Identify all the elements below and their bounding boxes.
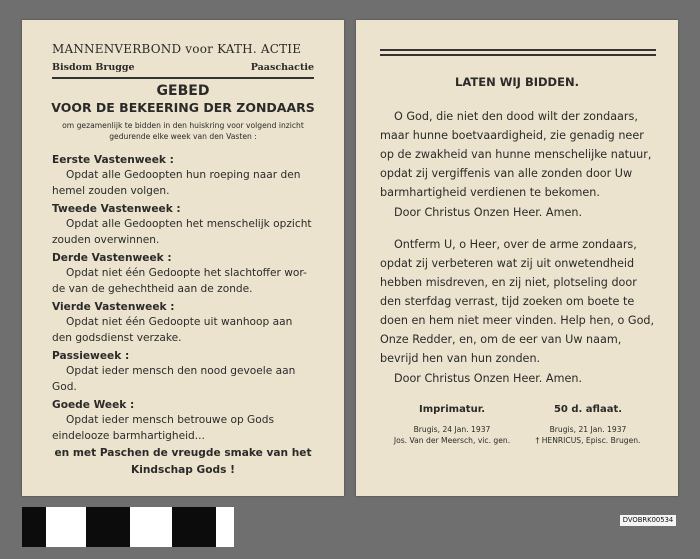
imprimatur-date: Brugis, 24 Jan. 1937 (413, 425, 491, 434)
prayer-line: den sterfdag verrast, tijd zoeken om boete te (380, 295, 635, 308)
week-heading: Vierde Vastenweek : (52, 301, 175, 313)
amen-line-1: Door Christus Onzen Heer. Amen. (394, 206, 583, 219)
intro-line-2: gedurende elke week van den Vasten : (109, 132, 257, 141)
aflaat-date: Brugis, 21 Jan. 1937 (549, 425, 627, 434)
prayer-line: bevrijd hen van hun zonden. (380, 352, 541, 365)
week-intention-line: eindelooze barmhartigheid... (52, 430, 205, 442)
closing-line-1: en met Paschen de vreugde smake van het (54, 447, 312, 459)
week-intention-line: God. (52, 381, 77, 393)
prayer-line: Onze Redder, en, om de eer van Uw naam, (380, 333, 622, 346)
closing-line-2: Kindschap Gods ! (131, 464, 235, 476)
aflaat-heading: 50 d. aflaat. (553, 404, 623, 415)
strip-block-black (22, 507, 46, 547)
archive-label: DVOBRK00534 (620, 515, 676, 526)
top-rule-2 (380, 54, 656, 56)
strip-block-white (216, 507, 234, 547)
week-intention-line: zouden overwinnen. (52, 234, 160, 246)
left-card-page (22, 20, 344, 496)
org-name: MANNENVERBOND voor KATH. ACTIE (52, 42, 302, 56)
prayer-line: opdat zij vergiffenis van alle zonden door Uw (380, 167, 633, 180)
prayer-line: opdat zij verbeteren wat zij uit onwetendheid (380, 257, 635, 270)
header-rule (52, 77, 314, 79)
right-title: LATEN WIJ BIDDEN. (455, 75, 579, 89)
prayer-line: barmhartigheid verdienen te bekomen. (380, 186, 600, 199)
prayer-subtitle: VOOR DE BEKEERING DER ZONDAARS (51, 100, 315, 115)
week-intention-line: Opdat ieder mensch betrouwe op Gods (66, 414, 274, 426)
color-calibration-strip (22, 507, 234, 547)
week-intention-line: den godsdienst verzake. (52, 332, 182, 344)
strip-block-white (46, 507, 86, 547)
amen-line-2: Door Christus Onzen Heer. Amen. (394, 372, 583, 385)
prayer-line: hebben misdreven, en zij niet, plotseling door (380, 276, 637, 289)
top-rule-1 (380, 49, 656, 51)
prayer-line: Ontferm U, o Heer, over de arme zondaars, (394, 238, 637, 251)
prayer-line: maar hunne boetvaardigheid, zie genadig neer (380, 129, 644, 142)
week-heading: Tweede Vastenweek : (52, 203, 181, 215)
week-heading: Passieweek : (52, 350, 130, 362)
prayer-title: GEBED (156, 83, 210, 99)
week-intention-line: Opdat niet één Gedoopte uit wanhoop aan (66, 316, 293, 328)
right-card-page (356, 20, 678, 496)
aflaat-name: † HENRICUS, Episc. Brugen. (535, 436, 641, 445)
week-intention-line: Opdat alle Gedoopten het menschelijk opzicht (66, 218, 312, 230)
week-intention-line: hemel zouden volgen. (52, 185, 170, 197)
prayer-line: O God, die niet den dood wilt der zondaars, (394, 110, 638, 123)
week-heading: Derde Vastenweek : (52, 252, 172, 264)
week-intention-line: de van de gehechtheid aan de zonde. (52, 283, 253, 295)
strip-block-white (130, 507, 172, 547)
action-name: Paaschactie (250, 62, 314, 73)
strip-block-black (172, 507, 216, 547)
week-intention-line: Opdat niet één Gedoopte het slachtoffer wor- (66, 267, 307, 279)
week-heading: Goede Week : (52, 399, 135, 411)
imprimatur-name: Jos. Van der Meersch, vic. gen. (393, 436, 511, 445)
imprimatur-heading: Imprimatur. (418, 404, 486, 415)
intro-line-1: om gezamenlijk te bidden in den huiskring voor volgend inzicht (62, 121, 304, 130)
strip-block-black (86, 507, 130, 547)
prayer-line: op de zwakheid van hunne menschelijke natuur, (380, 148, 652, 161)
prayer-line: doen en hem niet meer vinden. Help hen, o God, (380, 314, 655, 327)
week-intention-line: Opdat alle Gedoopten hun roeping naar den (66, 169, 301, 181)
week-heading: Eerste Vastenweek : (52, 154, 174, 166)
diocese: Bisdom Brugge (52, 62, 135, 73)
week-intention-line: Opdat ieder mensch den nood gevoele aan (66, 365, 296, 377)
